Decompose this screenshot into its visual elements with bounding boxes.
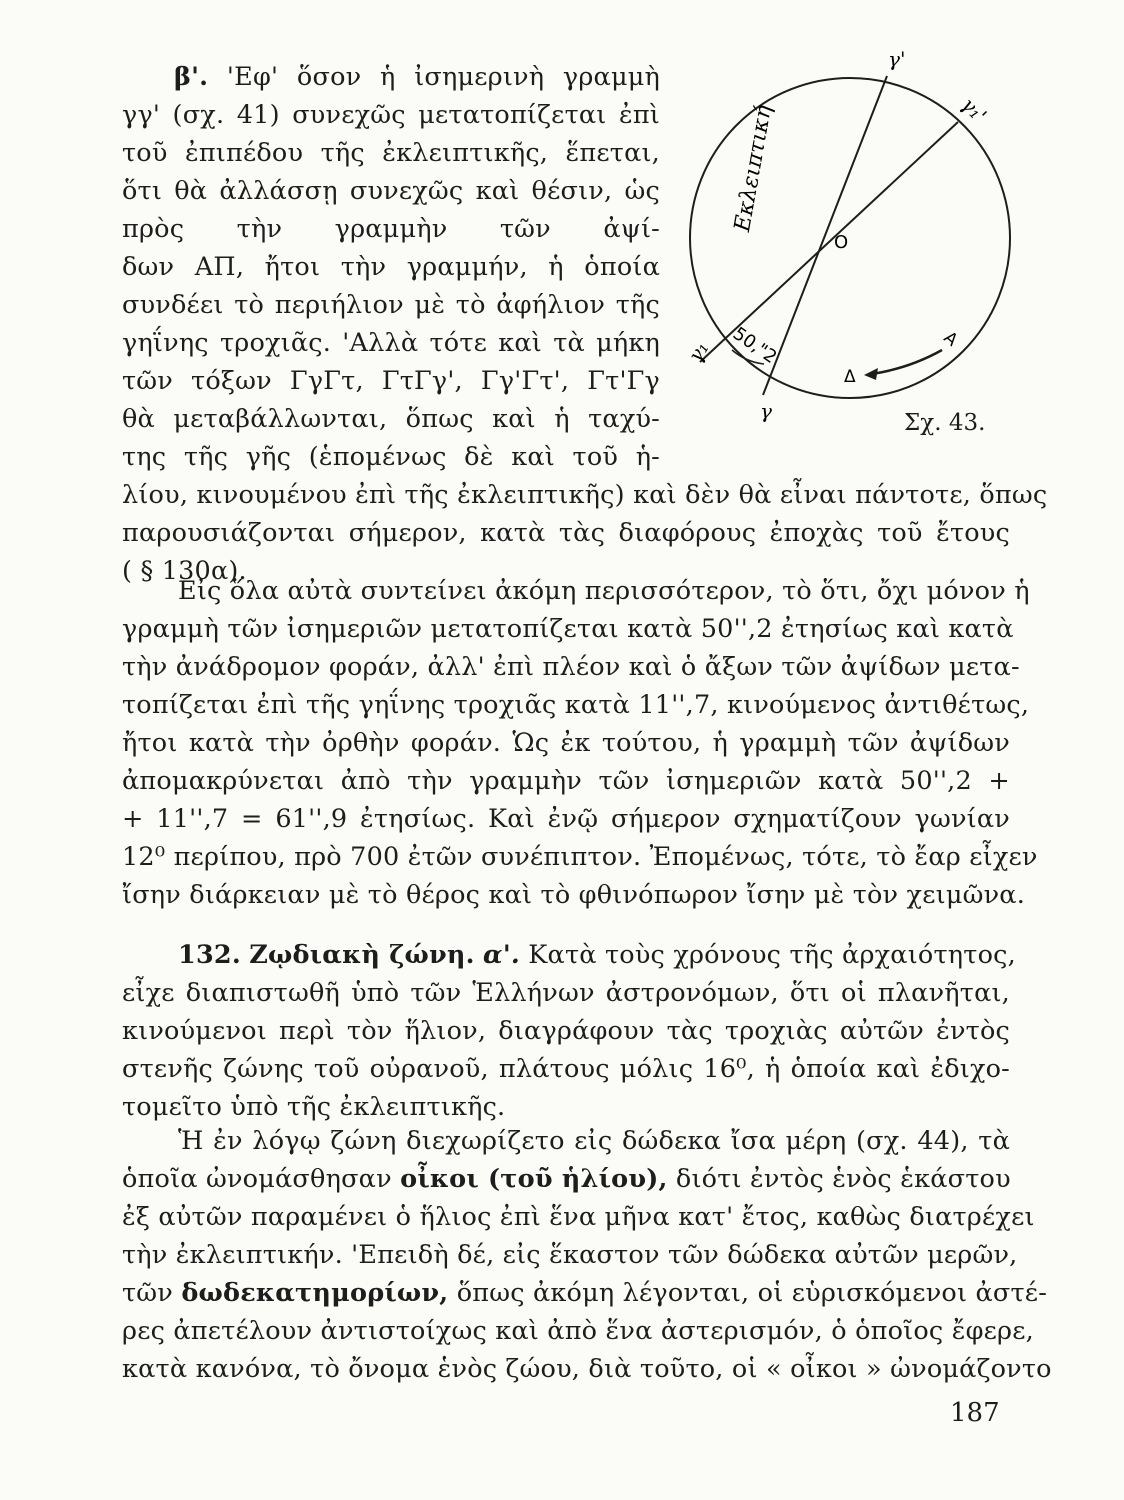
section-b-line-7: συνδέει τὸ περιήλιον μὲ τὸ ἀφήλιον τῆς: [122, 290, 660, 320]
label-ecliptic: Εκλειπτική: [730, 103, 777, 234]
page-number: 187: [950, 1398, 1000, 1428]
section-b-line-4: ὅτι θὰ ἀλλάσσῃ συνεχῶς καὶ θέσιν, ὡς: [122, 176, 660, 206]
ecliptic-circle: [690, 78, 1010, 398]
line-gamma: [763, 76, 887, 395]
section-132-number: 132.: [178, 940, 241, 970]
arrow-head: [864, 368, 878, 380]
paragraph-4-line-3: ἐξ αὐτῶν παραμένει ὁ ἥλιος ἐπὶ ἕνα μῆνα κατ' ἔτος, καθὼς διατρέχει: [122, 1202, 1035, 1232]
section-132-sub: α'.: [483, 940, 520, 970]
label-angle: 50,"2: [728, 323, 781, 369]
section-b-label: β'.: [174, 62, 209, 92]
motion-arrow: [872, 350, 942, 374]
section-b-line-5: πρὸς τὴν γραμμὴν τῶν ἀψί-: [122, 214, 660, 244]
paragraph-2-line-7: + 11'',7 = 61'',9 ἐτησίως. Καὶ ἐνῷ σήμερον σχηματίζουν γωνίαν: [122, 804, 1010, 834]
paragraph-2-line-9: ἴσην διάρκειαν μὲ τὸ θέρος καὶ τὸ φθινόπωρον ἴσην μὲ τὸν χειμῶνα.: [122, 880, 1026, 910]
paragraph-4-line-6: ρες ἀπετέλουν ἀντιστοίχως καὶ ἀπὸ ἕνα ἀστερισμόν, ὁ ὁποῖος ἔφερε,: [122, 1316, 1034, 1346]
label-gamma1: γ₁: [682, 337, 714, 367]
paragraph-4-line-5-pre: τῶν: [122, 1278, 174, 1308]
section-132-title: Ζῳδιακὴ ζώνη.: [249, 940, 475, 970]
paragraph-4-line-1: Ἡ ἐν λόγῳ ζώνη διεχωρίζετο εἰς δώδεκα ἴσα μέρη (σχ. 44), τὰ: [178, 1126, 1010, 1156]
section-b-line-13: παρουσιάζονται σήμερον, κατὰ τὰς διαφόρους ἐποχὰς τοῦ ἔτους: [122, 518, 1010, 548]
figure-43-diagram: [660, 50, 1040, 450]
label-delta: Δ: [844, 367, 856, 387]
section-132-heading-line: [178, 938, 1016, 972]
paragraph-2-line-1: Εἰς ὅλα αὐτὰ συντείνει ἀκόμη περισσότερον, τὸ ὅτι, ὄχι μόνον ἡ: [178, 576, 1030, 606]
section-b-line-11: της τῆς γῆς (ἑπομένως δὲ καὶ τοῦ ἡ-: [122, 442, 660, 472]
paragraph-2-line-8: 12⁰ περίπου, πρὸ 700 ἐτῶν συνέπιπτον. Ἐπομένως, τότε, τὸ ἔαρ εἶχεν: [122, 842, 1038, 872]
section-b-line-8: γηΐνης τροχιᾶς. 'Αλλὰ τότε καὶ τὰ μήκη: [122, 328, 660, 358]
section-b-line-2: γγ' (σχ. 41) συνεχῶς μετατοπίζεται ἐπὶ: [122, 100, 660, 130]
paragraph-4-line-5: [122, 1276, 1048, 1310]
paragraph-4-line-2: [122, 1162, 1010, 1196]
section-132-line-2: εἶχε διαπιστωθῆ ὑπὸ τῶν Ἑλλήνων ἀστρονόμων, ὅτι οἱ πλανῆται,: [122, 978, 1010, 1008]
section-b-text-1: 'Εφ' ὅσον ἡ ἰσημερινὴ γραμμὴ: [226, 62, 660, 92]
label-gamma1-prime: γ₁': [956, 92, 992, 128]
label-gamma: γ: [760, 399, 772, 423]
paragraph-4-line-4: τὴν ἐκλειπτικήν. 'Επειδὴ δέ, εἰς ἕκαστον τῶν δώδεκα αὐτῶν μερῶν,: [122, 1240, 1018, 1270]
section-132-first-line: Κατὰ τοὺς χρόνους τῆς ἀρχαιότητος,: [528, 940, 1016, 970]
paragraph-4-line-7: κατὰ κανόνα, τὸ ὄνομα ἑνὸς ζώου, διὰ τοῦτο, οἱ « οἶκοι » ὠνομάζοντο: [122, 1354, 1052, 1384]
section-b-line-9: τῶν τόξων ΓγΓτ, ΓτΓγ', Γγ'Γτ', Γτ'Γγ: [122, 366, 660, 396]
section-132-line-4: στενῆς ζώνης τοῦ οὐρανοῦ, πλάτους μόλις 16⁰, ἡ ὁποία καὶ ἐδιχο-: [122, 1054, 1010, 1084]
paragraph-4-line-2-post: διότι ἐντὸς ἑνὸς ἑκάστου: [675, 1164, 1011, 1194]
section-b-line-14: ( § 130α).: [122, 556, 247, 586]
paragraph-4-line-2-pre: ὁποῖα ὠνομάσθησαν: [122, 1164, 392, 1194]
label-center-o: O: [834, 232, 849, 253]
section-b-line-6: δων ΑΠ, ἤτοι τὴν γραμμήν, ἡ ὁποία: [122, 252, 660, 282]
paragraph-2-line-4: τοπίζεται ἐπὶ τῆς γηΐνης τροχιᾶς κατὰ 11'',7, κινούμενος ἀντιθέτως,: [122, 690, 1030, 720]
section-b-line-10: θὰ μεταβάλλωνται, ὅπως καὶ ἡ ταχύ-: [122, 404, 660, 434]
term-dodekatemoria: δωδεκατημορίων,: [181, 1278, 449, 1308]
section-132-line-3: κινούμενοι περὶ τὸν ἥλιον, διαγράφουν τὰς τροχιὰς αὐτῶν ἐντὸς: [122, 1016, 1010, 1046]
section-b-line-1: [122, 60, 660, 94]
figure-caption: Σχ. 43.: [904, 410, 986, 436]
term-oikoi: οἶκοι (τοῦ ἡλίου),: [400, 1164, 668, 1194]
label-gamma-prime: γ': [888, 50, 906, 71]
paragraph-2-line-5: ἤτοι κατὰ τὴν ὀρθὴν φοράν. Ὡς ἐκ τούτου, ἡ γραμμὴ τῶν ἀψίδων: [122, 728, 1010, 758]
paragraph-4-line-5-post: ὅπως ἀκόμη λέγονται, οἱ εὑρισκόμενοι ἀστέ-: [456, 1278, 1048, 1308]
label-a: A: [939, 327, 962, 351]
section-132-line-5: τομεῖτο ὑπὸ τῆς ἐκλειπτικῆς.: [122, 1092, 506, 1122]
section-b-line-3: τοῦ ἐπιπέδου τῆς ἐκλειπτικῆς, ἕπεται,: [122, 138, 660, 168]
paragraph-2-line-6: ἀπομακρύνεται ἀπὸ τὴν γραμμὴν τῶν ἰσημεριῶν κατὰ 50'',2 +: [122, 766, 1010, 796]
paragraph-2-line-2: γραμμὴ τῶν ἰσημεριῶν μετατοπίζεται κατὰ 50'',2 ἐτησίως καὶ κατὰ: [122, 614, 1014, 644]
section-b-line-12: λίου, κινουμένου ἐπὶ τῆς ἐκλειπτικῆς) καὶ δὲν θὰ εἶναι πάντοτε, ὅπως: [122, 480, 1048, 510]
paragraph-2-line-3: τὴν ἀνάδρομον φοράν, ἀλλ' ἐπὶ πλέον καὶ ὁ ἄξων τῶν ἀψίδων μετα-: [122, 652, 1020, 682]
